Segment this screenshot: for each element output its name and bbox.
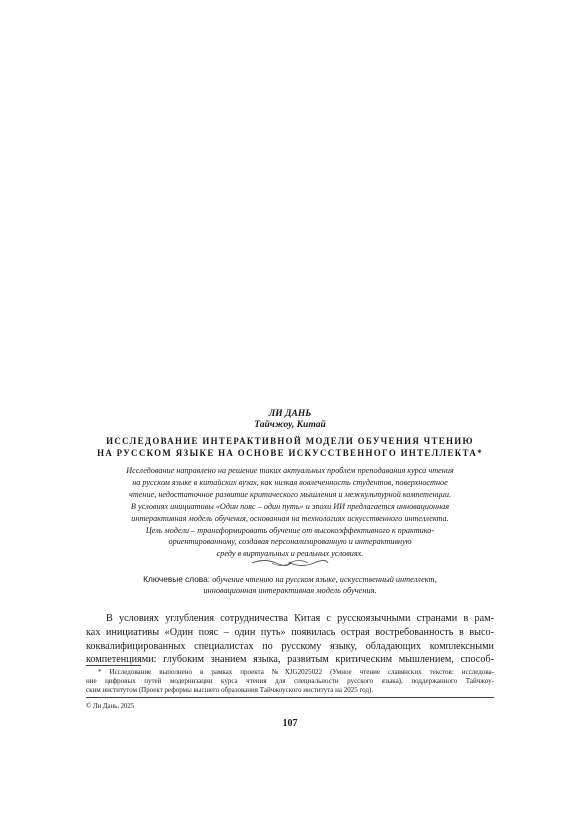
footnote-line: * Исследование выполнено в рамках проекта №XJG2025022 (Умное чтение славянских текстов: исследова- <box>98 668 494 676</box>
body-line: компетенциями: глубоким знанием языка, развитым критическим мышлением, способ- <box>86 654 494 666</box>
footnote-line: ние цифровых путей модернизации курса чтения для специальности русского языка), поддержанного Тайчжоу- <box>86 677 494 685</box>
page-number: 107 <box>282 718 298 729</box>
author-name: ЛИ ДАНЬ <box>268 409 312 419</box>
abstract-line: чтение, недостаточное развитие критического мышления и межкультурной компетенции. <box>128 489 451 499</box>
abstract-line: среду в виртуальных и реальных условиях. <box>216 549 364 559</box>
body-line: коквалифицированных специалистах по русскому языку, обладающих комплексными <box>86 640 494 652</box>
article-title <box>85 435 495 459</box>
copyright-rule <box>86 697 494 698</box>
title-line: НА РУССКОМ ЯЗЫКЕ НА ОСНОВЕ ИСКУССТВЕННОГО ИНТЕЛЛЕКТА* <box>97 448 483 458</box>
copyright: © Ли Дань, 2025 <box>86 703 135 710</box>
abstract-line: интерактивная модель обучения, основанная на технологиях искусственного интеллекта. <box>131 513 449 523</box>
footnote <box>86 668 494 695</box>
footnote-line: ским институтом (Проект реформы высшего образования Тайчжоуского института на 2025 год). <box>86 686 374 694</box>
body-text <box>86 612 494 667</box>
body-line: ках инициативы «Один пояс – один путь» появилась острая востребованность в высо- <box>86 626 494 638</box>
decorative-divider-icon <box>0 557 580 569</box>
title-line: ИССЛЕДОВАНИЕ ИНТЕРАКТИВНОЙ МОДЕЛИ ОБУЧЕНИЯ ЧТЕНИЮ <box>106 436 474 446</box>
keywords <box>125 574 455 596</box>
abstract-line: ориентированному, создавая персонализированную и интерактивную <box>168 537 412 547</box>
keywords-text: инновационная интерактивная модель обучения. <box>203 586 377 595</box>
keywords-text: обучение чтению на русском языке, искусственный интеллект, <box>212 575 437 584</box>
footnote-rule <box>86 665 141 666</box>
keywords-label: Ключевые слова: <box>143 574 211 584</box>
abstract-line: на русском языке в китайских вузах, как низкая вовлеченность студентов, поверхностное <box>132 477 448 487</box>
author-location: Тайчжоу, Китай <box>254 420 326 430</box>
abstract-line: В условиях инициативы «Один пояс – один путь» и эпохи ИИ предлагается инновационная <box>130 501 450 511</box>
abstract <box>90 465 490 560</box>
abstract-line: Цель модели – трансформировать обучение от высокоэффективного к практико- <box>145 525 435 535</box>
abstract-line: Исследование направлено на решение таких актуальных проблем преподавания курса чтения <box>126 466 454 475</box>
body-line: В условиях углубления сотрудничества Китая с русскоязычными странами в рам- <box>106 613 494 624</box>
